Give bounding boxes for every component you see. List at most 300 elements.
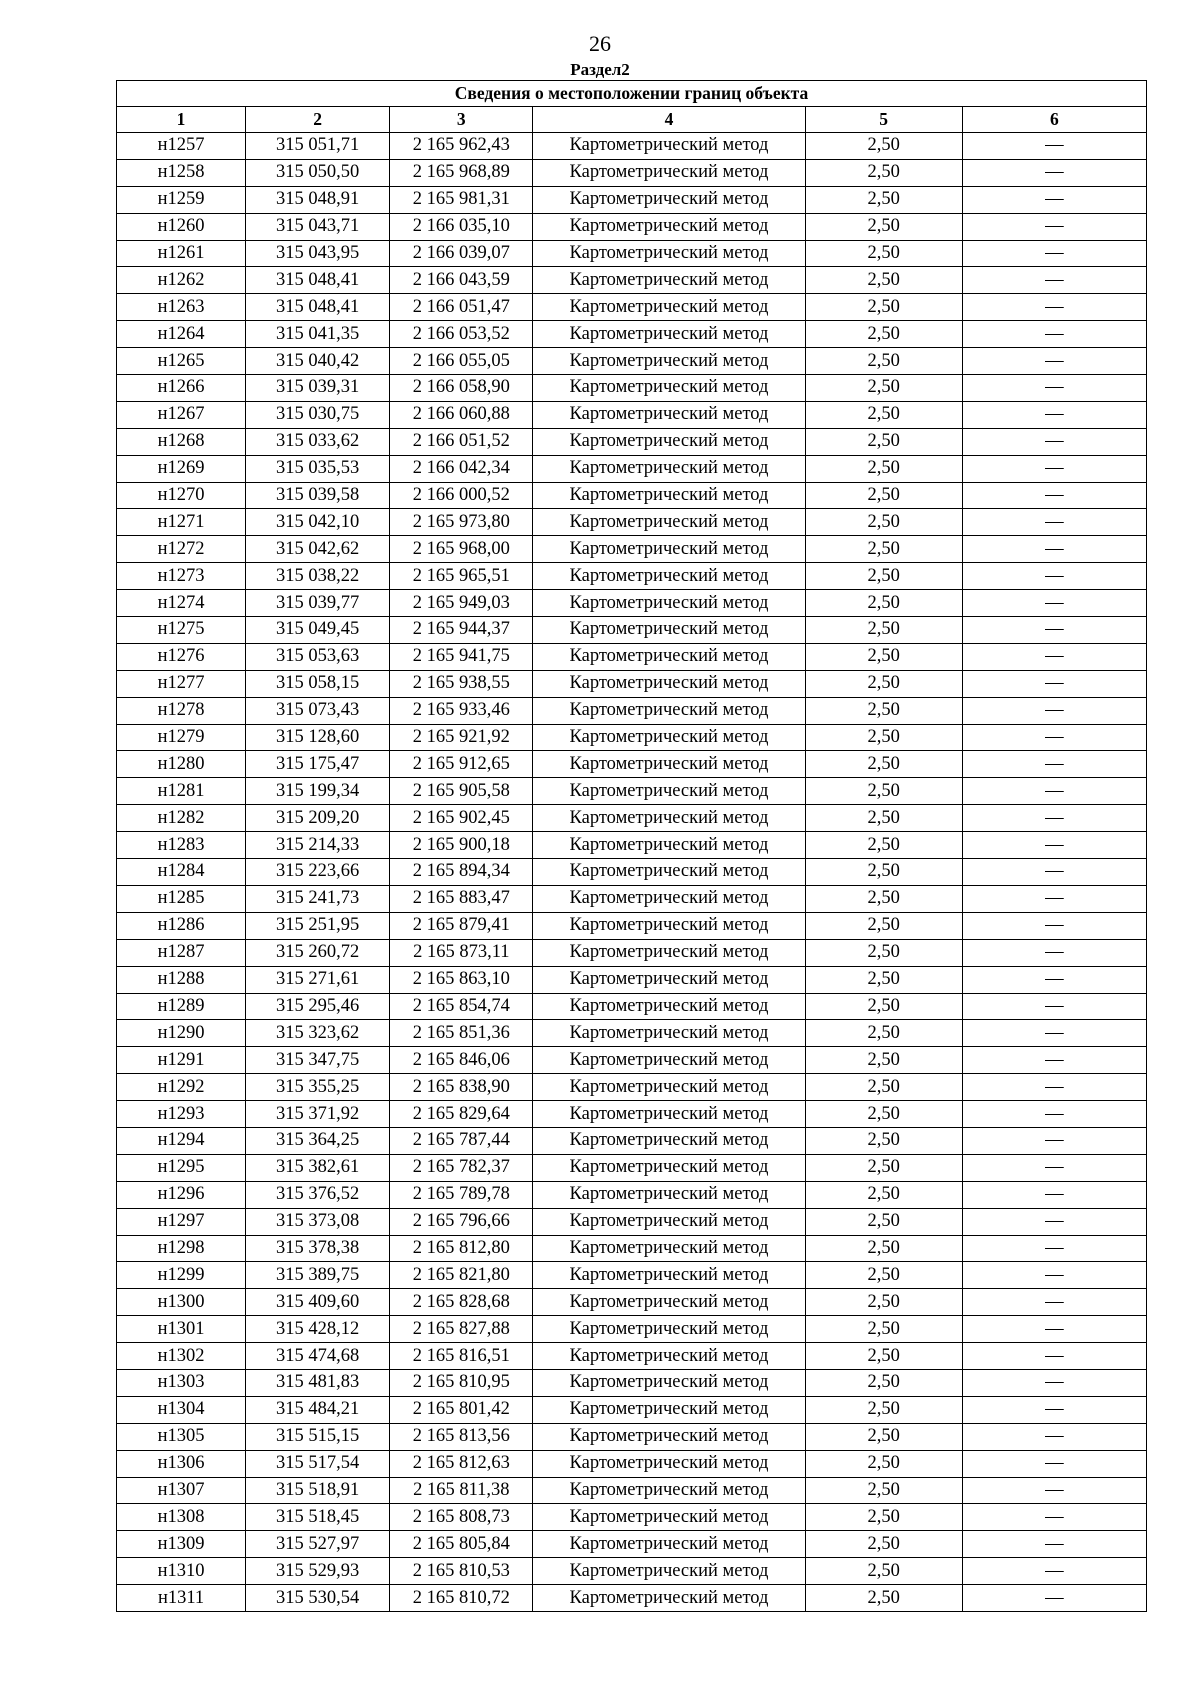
method-cell: Картометрический метод: [533, 159, 805, 186]
point-number-cell: н1301: [117, 1316, 246, 1343]
description-cell: —: [962, 348, 1146, 375]
y-coordinate-cell: 2 166 039,07: [390, 240, 533, 267]
description-cell: —: [962, 321, 1146, 348]
y-coordinate-cell: 2 165 827,88: [390, 1316, 533, 1343]
x-coordinate-cell: 315 051,71: [246, 133, 390, 160]
description-cell: —: [962, 133, 1146, 160]
x-coordinate-cell: 315 039,58: [246, 482, 390, 509]
x-coordinate-cell: 315 073,43: [246, 697, 390, 724]
x-coordinate-cell: 315 049,45: [246, 617, 390, 644]
point-number-cell: н1295: [117, 1154, 246, 1181]
method-cell: Картометрический метод: [533, 1343, 805, 1370]
y-coordinate-cell: 2 166 000,52: [390, 482, 533, 509]
description-cell: —: [962, 1074, 1146, 1101]
point-number-cell: н1267: [117, 401, 246, 428]
point-number-cell: н1261: [117, 240, 246, 267]
x-coordinate-cell: 315 035,53: [246, 455, 390, 482]
point-number-cell: н1286: [117, 912, 246, 939]
y-coordinate-cell: 2 166 035,10: [390, 213, 533, 240]
x-coordinate-cell: 315 214,33: [246, 832, 390, 859]
method-cell: Картометрический метод: [533, 1450, 805, 1477]
y-coordinate-cell: 2 165 944,37: [390, 617, 533, 644]
table-row: [117, 482, 1147, 509]
description-cell: —: [962, 1558, 1146, 1585]
x-coordinate-cell: 315 527,97: [246, 1531, 390, 1558]
accuracy-cell: 2,50: [805, 240, 962, 267]
page-number: 26: [589, 31, 611, 56]
description-cell: —: [962, 670, 1146, 697]
y-coordinate-cell: 2 165 812,80: [390, 1235, 533, 1262]
method-cell: Картометрический метод: [533, 1074, 805, 1101]
y-coordinate-cell: 2 165 787,44: [390, 1127, 533, 1154]
x-coordinate-cell: 315 175,47: [246, 751, 390, 778]
table-caption: Сведения о местоположении границ объекта: [117, 81, 1147, 107]
description-cell: —: [962, 697, 1146, 724]
accuracy-cell: 2,50: [805, 1127, 962, 1154]
table-row: [117, 563, 1147, 590]
method-cell: Картометрический метод: [533, 1316, 805, 1343]
accuracy-cell: 2,50: [805, 939, 962, 966]
method-cell: Картометрический метод: [533, 939, 805, 966]
accuracy-cell: 2,50: [805, 1369, 962, 1396]
method-cell: Картометрический метод: [533, 1047, 805, 1074]
method-cell: Картометрический метод: [533, 401, 805, 428]
x-coordinate-cell: 315 518,45: [246, 1504, 390, 1531]
description-cell: —: [962, 428, 1146, 455]
table-row: [117, 1423, 1147, 1450]
accuracy-cell: 2,50: [805, 1531, 962, 1558]
description-cell: —: [962, 401, 1146, 428]
y-coordinate-cell: 2 166 055,05: [390, 348, 533, 375]
description-cell: —: [962, 724, 1146, 751]
method-cell: Картометрический метод: [533, 643, 805, 670]
point-number-cell: н1284: [117, 859, 246, 886]
method-cell: Картометрический метод: [533, 751, 805, 778]
point-number-cell: н1277: [117, 670, 246, 697]
accuracy-cell: 2,50: [805, 832, 962, 859]
accuracy-cell: 2,50: [805, 670, 962, 697]
description-cell: —: [962, 375, 1146, 402]
description-cell: —: [962, 885, 1146, 912]
table-row: [117, 455, 1147, 482]
point-number-cell: н1309: [117, 1531, 246, 1558]
table-row: [117, 832, 1147, 859]
table-row: [117, 159, 1147, 186]
accuracy-cell: 2,50: [805, 213, 962, 240]
table-row: [117, 267, 1147, 294]
point-number-cell: н1294: [117, 1127, 246, 1154]
table-row: [117, 1074, 1147, 1101]
description-cell: —: [962, 1262, 1146, 1289]
y-coordinate-cell: 2 165 846,06: [390, 1047, 533, 1074]
x-coordinate-cell: 315 050,50: [246, 159, 390, 186]
table-row: [117, 993, 1147, 1020]
column-number-6: 6: [962, 107, 1146, 133]
point-number-cell: н1293: [117, 1101, 246, 1128]
y-coordinate-cell: 2 165 838,90: [390, 1074, 533, 1101]
x-coordinate-cell: 315 058,15: [246, 670, 390, 697]
table-row: [117, 724, 1147, 751]
description-cell: —: [962, 1047, 1146, 1074]
y-coordinate-cell: 2 166 058,90: [390, 375, 533, 402]
x-coordinate-cell: 315 481,83: [246, 1369, 390, 1396]
accuracy-cell: 2,50: [805, 428, 962, 455]
method-cell: Картометрический метод: [533, 294, 805, 321]
accuracy-cell: 2,50: [805, 912, 962, 939]
accuracy-cell: 2,50: [805, 643, 962, 670]
y-coordinate-cell: 2 165 821,80: [390, 1262, 533, 1289]
x-coordinate-cell: 315 373,08: [246, 1208, 390, 1235]
point-number-cell: н1258: [117, 159, 246, 186]
point-number-cell: н1280: [117, 751, 246, 778]
method-cell: Картометрический метод: [533, 1369, 805, 1396]
y-coordinate-cell: 2 165 894,34: [390, 859, 533, 886]
point-number-cell: н1281: [117, 778, 246, 805]
description-cell: —: [962, 805, 1146, 832]
method-cell: Картометрический метод: [533, 563, 805, 590]
y-coordinate-cell: 2 165 810,53: [390, 1558, 533, 1585]
table-row: [117, 590, 1147, 617]
table-row: [117, 401, 1147, 428]
y-coordinate-cell: 2 165 813,56: [390, 1423, 533, 1450]
description-cell: —: [962, 590, 1146, 617]
accuracy-cell: 2,50: [805, 375, 962, 402]
x-coordinate-cell: 315 515,15: [246, 1423, 390, 1450]
point-number-cell: н1285: [117, 885, 246, 912]
accuracy-cell: 2,50: [805, 966, 962, 993]
accuracy-cell: 2,50: [805, 186, 962, 213]
accuracy-cell: 2,50: [805, 617, 962, 644]
y-coordinate-cell: 2 165 973,80: [390, 509, 533, 536]
accuracy-cell: 2,50: [805, 1585, 962, 1612]
x-coordinate-cell: 315 474,68: [246, 1343, 390, 1370]
description-cell: —: [962, 1450, 1146, 1477]
table-row: [117, 1047, 1147, 1074]
x-coordinate-cell: 315 323,62: [246, 1020, 390, 1047]
x-coordinate-cell: 315 389,75: [246, 1262, 390, 1289]
point-number-cell: н1290: [117, 1020, 246, 1047]
method-cell: Картометрический метод: [533, 348, 805, 375]
description-cell: —: [962, 536, 1146, 563]
accuracy-cell: 2,50: [805, 159, 962, 186]
x-coordinate-cell: 315 128,60: [246, 724, 390, 751]
description-cell: —: [962, 1289, 1146, 1316]
point-number-cell: н1262: [117, 267, 246, 294]
y-coordinate-cell: 2 165 902,45: [390, 805, 533, 832]
method-cell: Картометрический метод: [533, 482, 805, 509]
y-coordinate-cell: 2 165 812,63: [390, 1450, 533, 1477]
y-coordinate-cell: 2 165 968,00: [390, 536, 533, 563]
method-cell: Картометрический метод: [533, 885, 805, 912]
column-number-1: 1: [117, 107, 246, 133]
accuracy-cell: 2,50: [805, 778, 962, 805]
method-cell: Картометрический метод: [533, 186, 805, 213]
x-coordinate-cell: 315 223,66: [246, 859, 390, 886]
description-cell: —: [962, 213, 1146, 240]
y-coordinate-cell: 2 165 811,38: [390, 1477, 533, 1504]
x-coordinate-cell: 315 048,41: [246, 294, 390, 321]
table-row: [117, 617, 1147, 644]
y-coordinate-cell: 2 165 782,37: [390, 1154, 533, 1181]
x-coordinate-cell: 315 517,54: [246, 1450, 390, 1477]
accuracy-cell: 2,50: [805, 1504, 962, 1531]
description-cell: —: [962, 1531, 1146, 1558]
description-cell: —: [962, 1020, 1146, 1047]
x-coordinate-cell: 315 048,41: [246, 267, 390, 294]
table-row: [117, 1262, 1147, 1289]
accuracy-cell: 2,50: [805, 455, 962, 482]
table-row: [117, 240, 1147, 267]
method-cell: Картометрический метод: [533, 805, 805, 832]
point-number-cell: н1292: [117, 1074, 246, 1101]
x-coordinate-cell: 315 209,20: [246, 805, 390, 832]
method-cell: Картометрический метод: [533, 1289, 805, 1316]
table-row: [117, 939, 1147, 966]
point-number-cell: н1288: [117, 966, 246, 993]
y-coordinate-cell: 2 165 941,75: [390, 643, 533, 670]
accuracy-cell: 2,50: [805, 482, 962, 509]
point-number-cell: н1273: [117, 563, 246, 590]
table-row: [117, 1531, 1147, 1558]
x-coordinate-cell: 315 043,95: [246, 240, 390, 267]
table-row: [117, 1181, 1147, 1208]
x-coordinate-cell: 315 382,61: [246, 1154, 390, 1181]
y-coordinate-cell: 2 165 965,51: [390, 563, 533, 590]
accuracy-cell: 2,50: [805, 1181, 962, 1208]
x-coordinate-cell: 315 260,72: [246, 939, 390, 966]
x-coordinate-cell: 315 295,46: [246, 993, 390, 1020]
table-row: [117, 428, 1147, 455]
point-number-cell: н1279: [117, 724, 246, 751]
method-cell: Картометрический метод: [533, 724, 805, 751]
x-coordinate-cell: 315 199,34: [246, 778, 390, 805]
table-row: [117, 885, 1147, 912]
method-cell: Картометрический метод: [533, 1396, 805, 1423]
x-coordinate-cell: 315 428,12: [246, 1316, 390, 1343]
method-cell: Картометрический метод: [533, 778, 805, 805]
y-coordinate-cell: 2 165 879,41: [390, 912, 533, 939]
y-coordinate-cell: 2 166 051,52: [390, 428, 533, 455]
method-cell: Картометрический метод: [533, 509, 805, 536]
y-coordinate-cell: 2 165 810,95: [390, 1369, 533, 1396]
table-row: [117, 348, 1147, 375]
accuracy-cell: 2,50: [805, 724, 962, 751]
point-number-cell: н1304: [117, 1396, 246, 1423]
description-cell: —: [962, 1343, 1146, 1370]
method-cell: Картометрический метод: [533, 428, 805, 455]
method-cell: Картометрический метод: [533, 321, 805, 348]
y-coordinate-cell: 2 165 816,51: [390, 1343, 533, 1370]
accuracy-cell: 2,50: [805, 348, 962, 375]
point-number-cell: н1298: [117, 1235, 246, 1262]
description-cell: —: [962, 1396, 1146, 1423]
description-cell: —: [962, 482, 1146, 509]
table-row: [117, 186, 1147, 213]
description-cell: —: [962, 455, 1146, 482]
table-row: [117, 1154, 1147, 1181]
table-row: [117, 1450, 1147, 1477]
accuracy-cell: 2,50: [805, 509, 962, 536]
x-coordinate-cell: 315 030,75: [246, 401, 390, 428]
point-number-cell: н1263: [117, 294, 246, 321]
description-cell: —: [962, 1235, 1146, 1262]
y-coordinate-cell: 2 165 789,78: [390, 1181, 533, 1208]
table-row: [117, 778, 1147, 805]
method-cell: Картометрический метод: [533, 1531, 805, 1558]
method-cell: Картометрический метод: [533, 1020, 805, 1047]
point-number-cell: н1283: [117, 832, 246, 859]
table-row: [117, 966, 1147, 993]
y-coordinate-cell: 2 166 042,34: [390, 455, 533, 482]
x-coordinate-cell: 315 040,42: [246, 348, 390, 375]
y-coordinate-cell: 2 165 949,03: [390, 590, 533, 617]
description-cell: —: [962, 1154, 1146, 1181]
method-cell: Картометрический метод: [533, 213, 805, 240]
method-cell: Картометрический метод: [533, 1127, 805, 1154]
y-coordinate-cell: 2 165 805,84: [390, 1531, 533, 1558]
description-cell: —: [962, 563, 1146, 590]
accuracy-cell: 2,50: [805, 805, 962, 832]
accuracy-cell: 2,50: [805, 1235, 962, 1262]
point-number-cell: н1296: [117, 1181, 246, 1208]
description-cell: —: [962, 1316, 1146, 1343]
description-cell: —: [962, 1504, 1146, 1531]
method-cell: Картометрический метод: [533, 1262, 805, 1289]
point-number-cell: н1278: [117, 697, 246, 724]
description-cell: —: [962, 186, 1146, 213]
accuracy-cell: 2,50: [805, 1262, 962, 1289]
table-row: [117, 1477, 1147, 1504]
point-number-cell: н1264: [117, 321, 246, 348]
x-coordinate-cell: 315 378,38: [246, 1235, 390, 1262]
accuracy-cell: 2,50: [805, 590, 962, 617]
x-coordinate-cell: 315 347,75: [246, 1047, 390, 1074]
description-cell: —: [962, 617, 1146, 644]
y-coordinate-cell: 2 166 043,59: [390, 267, 533, 294]
y-coordinate-cell: 2 165 829,64: [390, 1101, 533, 1128]
table-row: [117, 643, 1147, 670]
point-number-cell: н1287: [117, 939, 246, 966]
point-number-cell: н1291: [117, 1047, 246, 1074]
accuracy-cell: 2,50: [805, 1154, 962, 1181]
point-number-cell: н1282: [117, 805, 246, 832]
method-cell: Картометрический метод: [533, 375, 805, 402]
x-coordinate-cell: 315 530,54: [246, 1585, 390, 1612]
table-row: [117, 509, 1147, 536]
y-coordinate-cell: 2 166 051,47: [390, 294, 533, 321]
description-cell: —: [962, 1181, 1146, 1208]
table-row: [117, 1369, 1147, 1396]
y-coordinate-cell: 2 165 854,74: [390, 993, 533, 1020]
description-cell: —: [962, 643, 1146, 670]
point-number-cell: н1272: [117, 536, 246, 563]
table-row: [117, 912, 1147, 939]
accuracy-cell: 2,50: [805, 1208, 962, 1235]
accuracy-cell: 2,50: [805, 697, 962, 724]
y-coordinate-cell: 2 165 810,72: [390, 1585, 533, 1612]
x-coordinate-cell: 315 518,91: [246, 1477, 390, 1504]
description-cell: —: [962, 832, 1146, 859]
column-number-3: 3: [390, 107, 533, 133]
description-cell: —: [962, 1208, 1146, 1235]
point-number-cell: н1276: [117, 643, 246, 670]
method-cell: Картометрический метод: [533, 832, 805, 859]
y-coordinate-cell: 2 165 828,68: [390, 1289, 533, 1316]
table-row: [117, 1396, 1147, 1423]
description-cell: —: [962, 966, 1146, 993]
point-number-cell: н1303: [117, 1369, 246, 1396]
x-coordinate-cell: 315 484,21: [246, 1396, 390, 1423]
x-coordinate-cell: 315 529,93: [246, 1558, 390, 1585]
description-cell: —: [962, 751, 1146, 778]
description-cell: —: [962, 1477, 1146, 1504]
column-number-2: 2: [246, 107, 390, 133]
table-row: [117, 1208, 1147, 1235]
method-cell: Картометрический метод: [533, 859, 805, 886]
accuracy-cell: 2,50: [805, 1289, 962, 1316]
method-cell: Картометрический метод: [533, 1181, 805, 1208]
description-cell: —: [962, 509, 1146, 536]
method-cell: Картометрический метод: [533, 240, 805, 267]
description-cell: —: [962, 1101, 1146, 1128]
y-coordinate-cell: 2 165 883,47: [390, 885, 533, 912]
point-number-cell: н1308: [117, 1504, 246, 1531]
table-row: [117, 1558, 1147, 1585]
x-coordinate-cell: 315 039,31: [246, 375, 390, 402]
table-row: [117, 1343, 1147, 1370]
accuracy-cell: 2,50: [805, 1074, 962, 1101]
table-row: [117, 1504, 1147, 1531]
point-number-cell: н1271: [117, 509, 246, 536]
accuracy-cell: 2,50: [805, 1343, 962, 1370]
description-cell: —: [962, 1423, 1146, 1450]
x-coordinate-cell: 315 271,61: [246, 966, 390, 993]
x-coordinate-cell: 315 033,62: [246, 428, 390, 455]
method-cell: Картометрический метод: [533, 536, 805, 563]
point-number-cell: н1257: [117, 133, 246, 160]
description-cell: —: [962, 159, 1146, 186]
method-cell: Картометрический метод: [533, 966, 805, 993]
y-coordinate-cell: 2 165 796,66: [390, 1208, 533, 1235]
y-coordinate-cell: 2 165 851,36: [390, 1020, 533, 1047]
method-cell: Картометрический метод: [533, 1558, 805, 1585]
column-number-5: 5: [805, 107, 962, 133]
point-number-cell: н1259: [117, 186, 246, 213]
accuracy-cell: 2,50: [805, 1477, 962, 1504]
table-row: [117, 1585, 1147, 1612]
table-row: [117, 1020, 1147, 1047]
method-cell: Картометрический метод: [533, 1208, 805, 1235]
section-title: Раздел2: [570, 60, 630, 79]
table-row: [117, 375, 1147, 402]
accuracy-cell: 2,50: [805, 563, 962, 590]
accuracy-cell: 2,50: [805, 1558, 962, 1585]
accuracy-cell: 2,50: [805, 859, 962, 886]
method-cell: Картометрический метод: [533, 1477, 805, 1504]
accuracy-cell: 2,50: [805, 1020, 962, 1047]
description-cell: —: [962, 939, 1146, 966]
accuracy-cell: 2,50: [805, 1316, 962, 1343]
point-number-cell: н1299: [117, 1262, 246, 1289]
point-number-cell: н1300: [117, 1289, 246, 1316]
point-number-cell: н1260: [117, 213, 246, 240]
y-coordinate-cell: 2 165 968,89: [390, 159, 533, 186]
x-coordinate-cell: 315 241,73: [246, 885, 390, 912]
method-cell: Картометрический метод: [533, 590, 805, 617]
x-coordinate-cell: 315 364,25: [246, 1127, 390, 1154]
y-coordinate-cell: 2 166 053,52: [390, 321, 533, 348]
point-number-cell: н1310: [117, 1558, 246, 1585]
